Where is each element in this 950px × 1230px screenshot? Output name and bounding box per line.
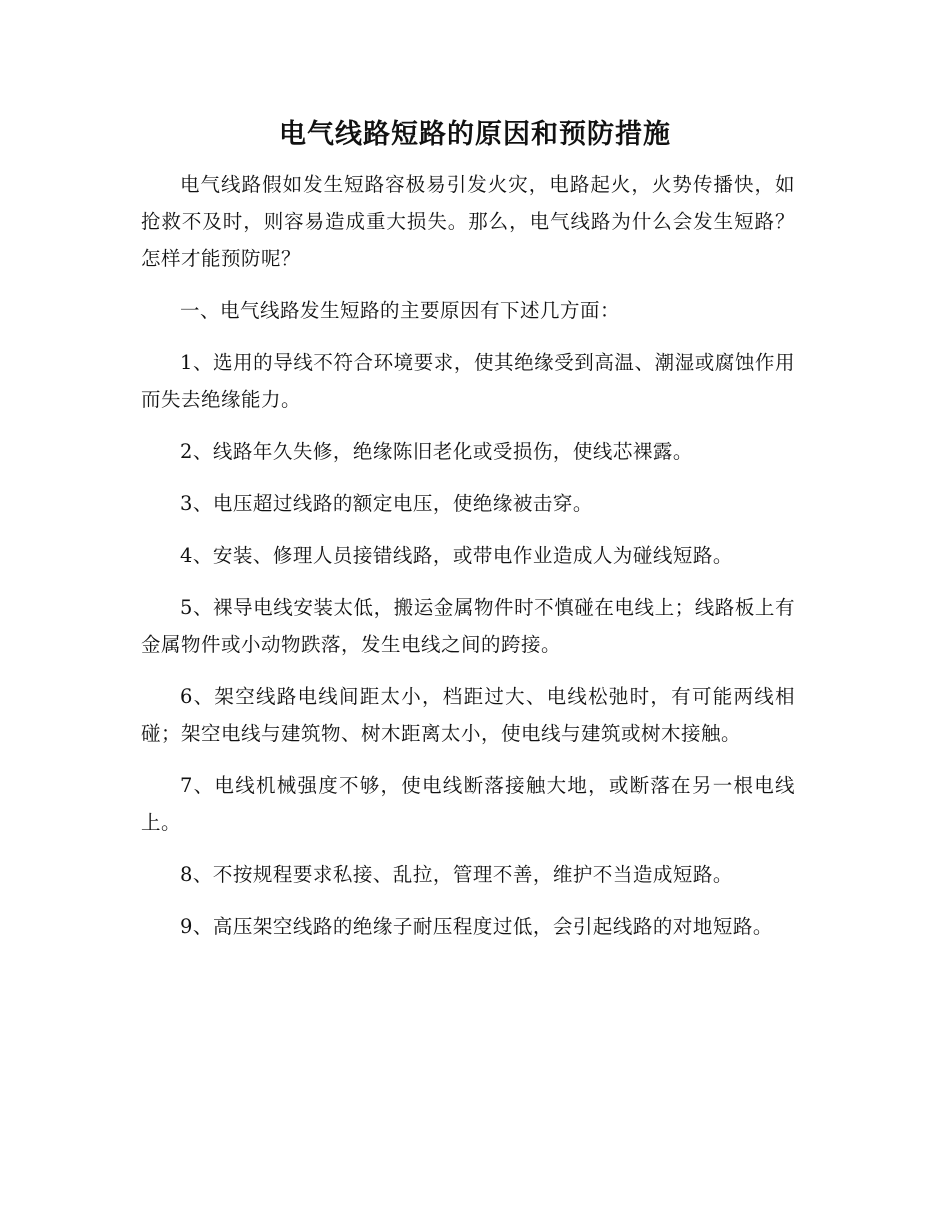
list-item-2: 2、线路年久失修，绝缘陈旧老化或受损伤，使线芯裸露。 xyxy=(180,440,693,463)
list-item-5: 5、裸导电线安装太低，搬运金属物件时不慎碰在电线上；线路板上有金属物件或小动物跌落，发生电线之间的跨接。 xyxy=(141,596,795,656)
list-item-1: 1、选用的导线不符合环境要求，使其绝缘受到高温、潮湿或腐蚀作用而失去绝缘能力。 xyxy=(141,351,795,411)
list-item-8: 8、不按规程要求私接、乱拉，管理不善，维护不当造成短路。 xyxy=(180,863,733,886)
list-item-6: 6、架空线路电线间距太小，档距过大、电线松弛时，有可能两线相碰；架空电线与建筑物、树木距离太小，使电线与建筑或树木接触。 xyxy=(141,685,795,745)
intro-paragraph: 电气线路假如发生短路容极易引发火灾，电路起火，火势传播快，如抢救不及时，则容易造成重大损失。那么，电气线路为什么会发生短路？怎样才能预防呢？ xyxy=(141,173,795,270)
list-item-4: 4、安装、修理人员接错线路，或带电作业造成人为碰线短路。 xyxy=(180,544,733,567)
list-item-3: 3、电压超过线路的额定电压，使绝缘被击穿。 xyxy=(180,492,593,515)
document-body xyxy=(141,166,795,945)
section-heading: 一、电气线路发生短路的主要原因有下述几方面： xyxy=(180,299,621,322)
page-title: 电气线路短路的原因和预防措施 xyxy=(279,119,671,150)
list-item-9: 9、高压架空线路的绝缘子耐压程度过低，会引起线路的对地短路。 xyxy=(180,915,773,938)
list-item-7: 7、电线机械强度不够，使电线断落接触大地，或断落在另一根电线上。 xyxy=(141,774,795,834)
